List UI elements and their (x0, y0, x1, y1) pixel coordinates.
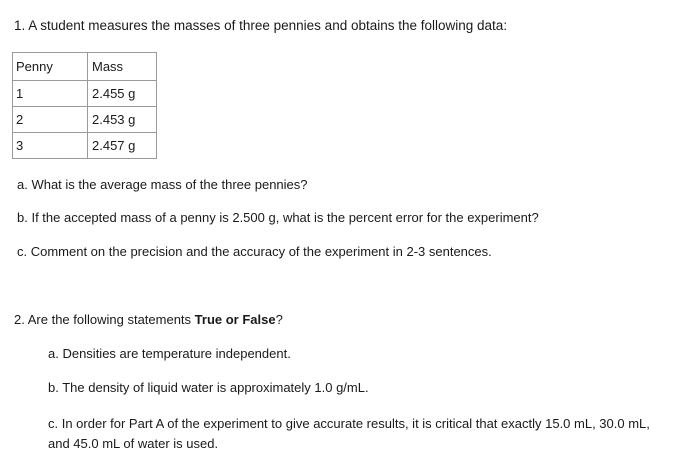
mass-cell: 2.453 g (88, 107, 157, 133)
question-2-part-c-line-1: c. In order for Part A of the experiment to give accurate results, it is critical that exactly 15.0 mL, 30.0 mL, (48, 416, 650, 431)
mass-cell: 2.457 g (88, 133, 157, 159)
question-2-title (14, 312, 283, 327)
penny-number-cell: 3 (13, 133, 88, 159)
table-row (13, 133, 157, 159)
question-1-part-c: c. Comment on the precision and the accuracy of the experiment in 2-3 sentences. (17, 244, 492, 259)
question-2-part-c (48, 414, 688, 454)
question-1-part-b: b. If the accepted mass of a penny is 2.500 g, what is the percent error for the experiment? (17, 210, 539, 225)
penny-number-cell: 1 (13, 81, 88, 107)
question-2-title-bold: True or False (194, 312, 276, 327)
table-row (13, 81, 157, 107)
question-2-title-prefix: 2. Are the following statements (14, 312, 195, 327)
header-penny: Penny (13, 53, 88, 81)
question-2-part-a: a. Densities are temperature independent. (48, 346, 291, 361)
question-1-title: 1. A student measures the masses of three pennies and obtains the following data: (14, 18, 508, 33)
penny-mass-table (12, 52, 157, 159)
table-row (13, 107, 157, 133)
table-header-row (13, 53, 157, 81)
penny-number-cell: 2 (13, 107, 88, 133)
header-mass: Mass (88, 53, 157, 81)
mass-cell: 2.455 g (88, 81, 157, 107)
question-2-part-c-line-2: and 45.0 mL of water is used. (48, 436, 219, 451)
question-1-part-a: a. What is the average mass of the three pennies? (17, 177, 308, 192)
question-2-part-b: b. The density of liquid water is approximately 1.0 g/mL. (48, 380, 369, 395)
question-2-title-suffix: ? (275, 312, 283, 327)
